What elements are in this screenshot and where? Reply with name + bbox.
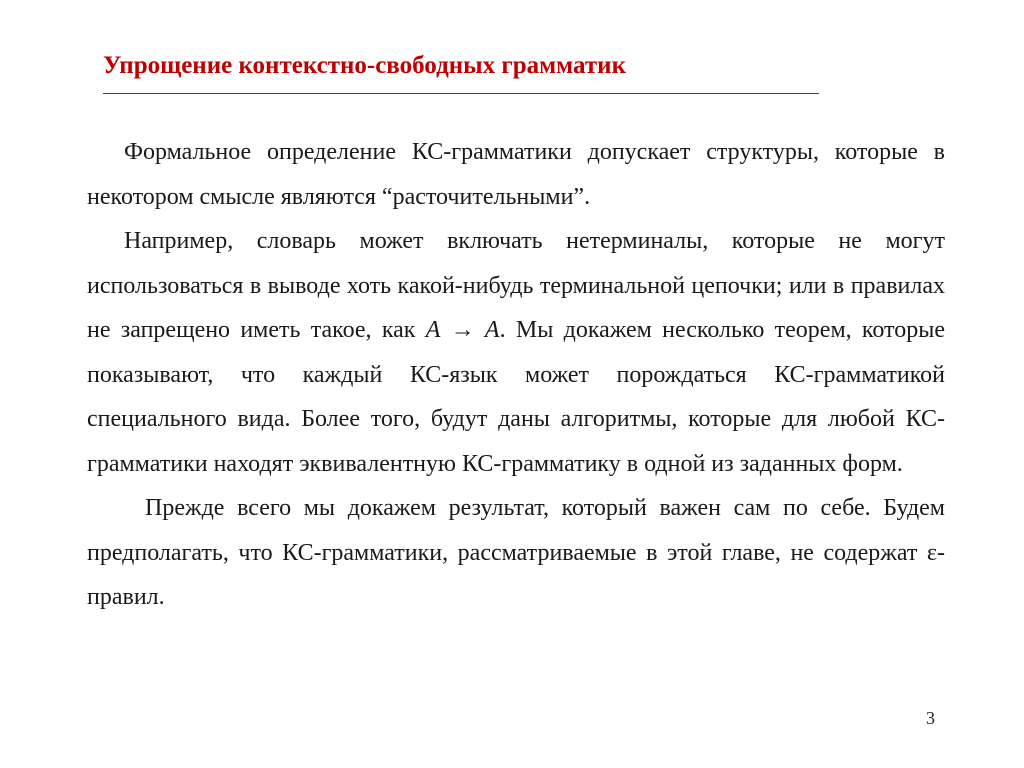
page-number: 3 (926, 708, 935, 728)
title-underline (103, 93, 819, 94)
paragraph-3: Прежде всего мы докажем результат, который важен сам по себе. Будем предполагать, что КС-грамматики, рассматриваемые в этой главе, не содержат ε-правил. (87, 495, 945, 610)
paragraph-1: Формальное определение КС-грамматики допускает структуры, которые в некотором смысле являются “расточительными”. (87, 139, 945, 210)
paragraph-2-text-start: Например, словарь может включать нетерминалы, которые не могут использоваться в выводе хоть какой-нибудь терминальной цепочки; или в правилах не запрещено иметь такое, как (87, 228, 945, 343)
slide-body (87, 130, 945, 620)
paragraph-2 (87, 219, 945, 486)
slide-title: Упрощение контекстно-свободных грамматик (103, 52, 626, 79)
arrow-symbol: → (440, 317, 485, 343)
symbol-a-left: A (425, 317, 441, 343)
paragraph-2-text-end: . Мы докажем несколько теорем, которые показывают, что каждый КС-язык может порождаться КС-грамматикой специального вида. Более того, будут даны алгоритмы, которые для любой КС-грамматики находят эквивалентную КС-грамматику в одной из заданных форм. (87, 317, 945, 477)
symbol-a-right: A (484, 317, 500, 343)
